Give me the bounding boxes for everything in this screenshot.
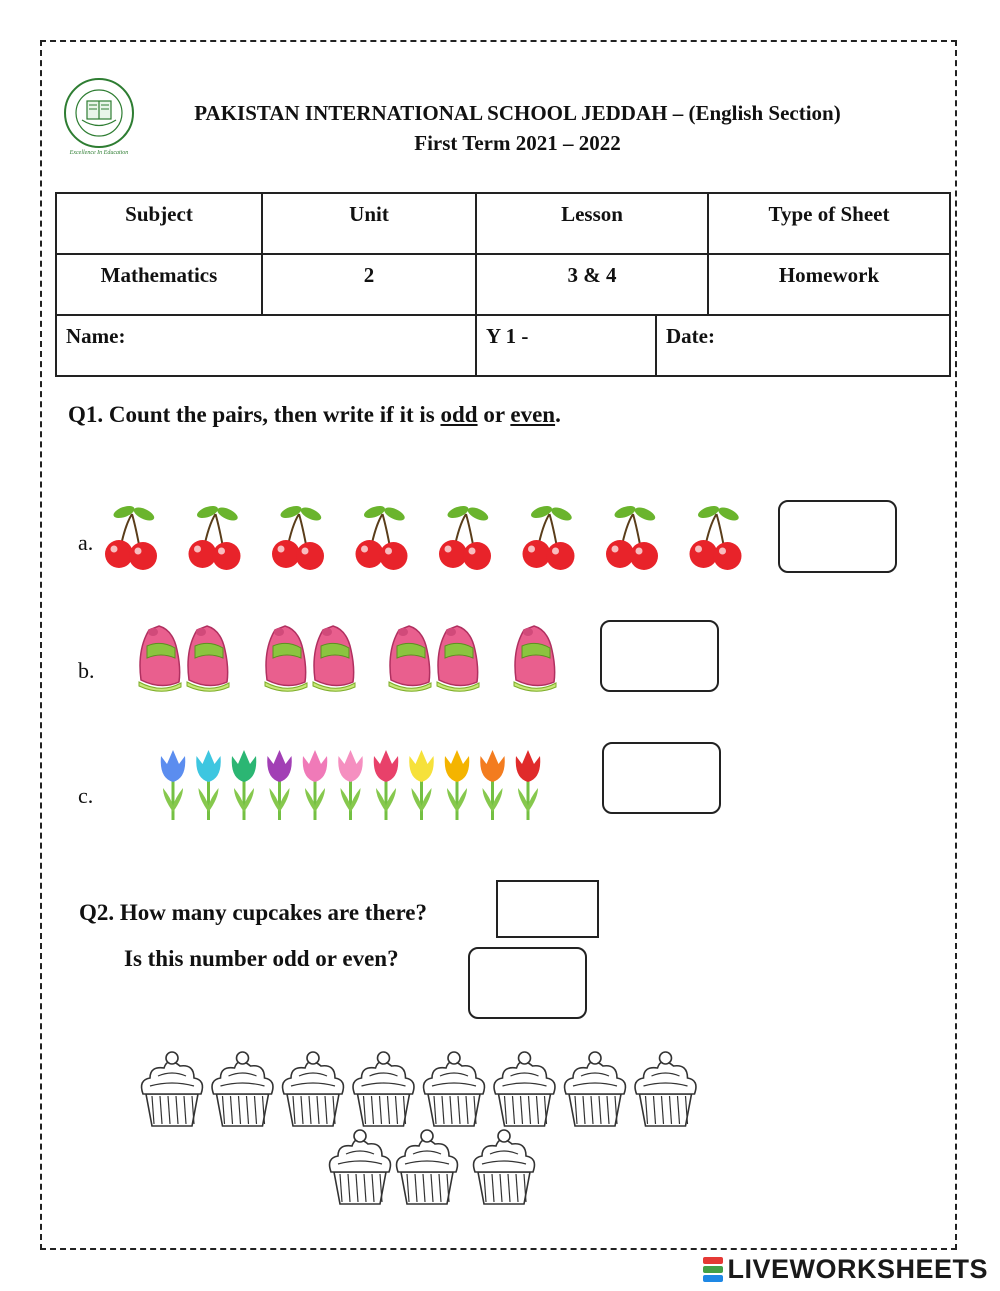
q1-word-even: even [510, 402, 556, 427]
info-table [55, 192, 951, 377]
school-name: PAKISTAN INTERNATIONAL SCHOOL JEDDAH – (English Section) [194, 101, 841, 125]
subject-value: Mathematics [56, 254, 262, 315]
q1-word-odd: odd [440, 402, 478, 427]
cherry-pair-icon [606, 504, 658, 570]
subject-header: Subject [56, 193, 262, 254]
shoe-icon [313, 626, 355, 691]
cupcake-icon [474, 1130, 535, 1204]
unit-header: Unit [262, 193, 476, 254]
row-b-label: b. [78, 658, 95, 683]
unit-value: 2 [262, 254, 476, 315]
shoe-icon [437, 626, 479, 691]
brand-name: LIVEWORKSHEETS [727, 1254, 988, 1284]
shoe-icon [187, 626, 229, 691]
tulip-icon [303, 750, 328, 820]
tulip-icon [409, 750, 434, 820]
answer-box-a[interactable] [778, 500, 897, 573]
lesson-value: 3 & 4 [476, 254, 708, 315]
liveworksheets-brand [703, 1254, 988, 1285]
cherry-pair-icon [189, 504, 241, 570]
tulip-icon [196, 750, 221, 820]
cupcake-icon [565, 1052, 626, 1126]
q1-suffix: . [555, 402, 561, 427]
tulip-icon [267, 750, 292, 820]
q1-middle: or [477, 402, 511, 427]
type-header: Type of Sheet [708, 193, 950, 254]
shoe-row [135, 620, 565, 695]
type-value: Homework [708, 254, 950, 315]
q1-instruction [68, 402, 561, 428]
answer-box-b[interactable] [600, 620, 719, 692]
date-field[interactable]: Date: [656, 315, 950, 376]
cupcake-area [130, 1040, 710, 1210]
cherry-row [100, 500, 760, 575]
cupcake-icon [283, 1052, 344, 1126]
brand-icon [703, 1256, 723, 1284]
shoe-icon [389, 626, 431, 691]
cupcake-icon [212, 1052, 273, 1126]
school-logo [58, 75, 140, 157]
cherry-pair-icon [690, 504, 742, 570]
term-title: First Term 2021 – 2022 [414, 131, 621, 155]
tulip-icon [516, 750, 541, 820]
answer-box-c[interactable] [602, 742, 721, 814]
cupcake-icon [424, 1052, 485, 1126]
tulip-icon [338, 750, 363, 820]
row-c-label: c. [78, 783, 94, 808]
cherry-pair-icon [105, 504, 157, 570]
page-header [150, 98, 885, 158]
info-student-row [56, 315, 950, 376]
shoe-icon [139, 626, 181, 691]
class-field[interactable]: Y 1 - [476, 315, 656, 376]
info-header-row [56, 193, 950, 254]
q1-prefix: Q1. Count the pairs, then write if it is [68, 402, 441, 427]
q2-question: Q2. How many cupcakes are there? [79, 900, 427, 925]
shoe-icon [514, 626, 556, 691]
lesson-header: Lesson [476, 193, 708, 254]
cupcake-icon [353, 1052, 414, 1126]
logo-caption: Excellence In Education [69, 150, 129, 156]
cupcake-icon [494, 1052, 555, 1126]
q2-followup: Is this number odd or even? [124, 946, 399, 971]
cherry-pair-icon [439, 504, 491, 570]
tulip-icon [445, 750, 470, 820]
tulip-icon [374, 750, 399, 820]
cherry-pair-icon [356, 504, 408, 570]
tulip-icon [480, 750, 505, 820]
cherry-pair-icon [272, 504, 324, 570]
tulip-icon [161, 750, 186, 820]
tulip-row [152, 742, 552, 822]
cherry-pair-icon [523, 504, 575, 570]
cupcake-icon [330, 1130, 391, 1204]
cupcake-icon [397, 1130, 458, 1204]
cupcake-icon [635, 1052, 696, 1126]
cupcake-icon [142, 1052, 203, 1126]
shoe-icon [265, 626, 307, 691]
odd-even-answer-box[interactable] [468, 947, 587, 1019]
name-field[interactable]: Name: [56, 315, 476, 376]
cupcake-count-box[interactable] [496, 880, 599, 938]
row-a-label: a. [78, 530, 94, 555]
tulip-icon [232, 750, 257, 820]
info-value-row [56, 254, 950, 315]
